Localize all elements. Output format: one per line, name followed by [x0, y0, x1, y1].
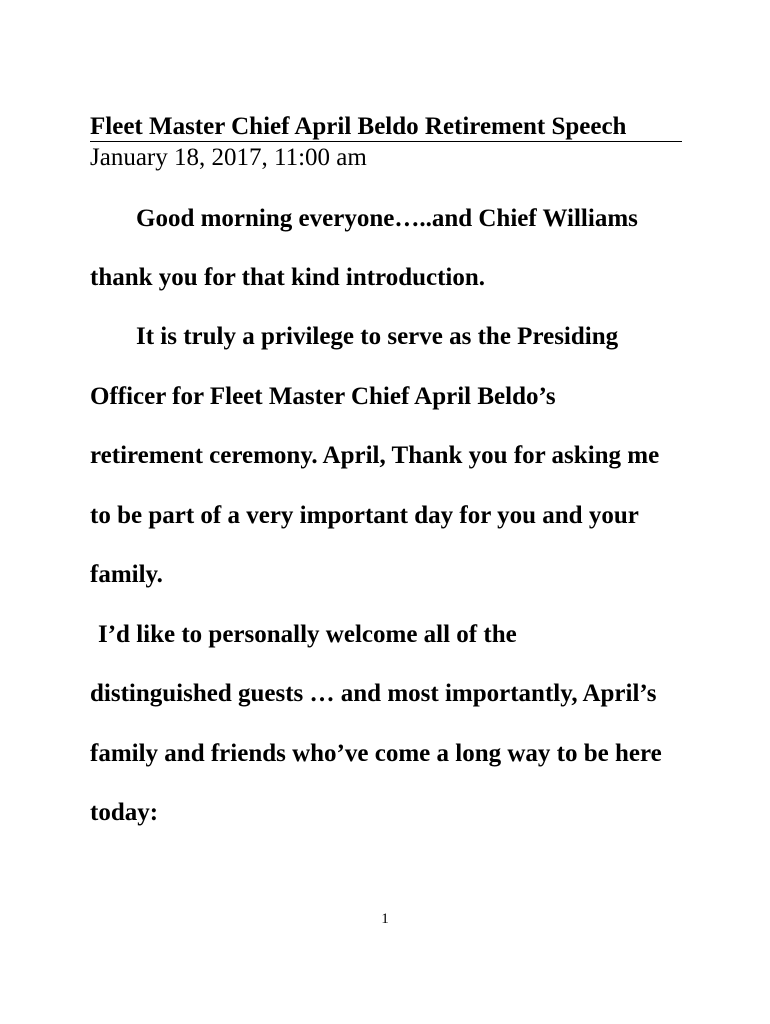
page-number: 1: [381, 911, 389, 927]
speech-line: today:: [90, 799, 159, 826]
speech-line: to be part of a very important day for you and your: [90, 502, 639, 529]
document-title: Fleet Master Chief April Beldo Retirement Speech: [90, 113, 627, 140]
document-date: January 18, 2017, 11:00 am: [90, 144, 367, 171]
header-block: [90, 112, 682, 174]
speech-line: family and friends who’ve come a long way to be here: [90, 740, 662, 767]
speech-line: thank you for that kind introduction.: [90, 264, 486, 291]
speech-line: distinguished guests … and most importantly, April’s: [90, 680, 657, 707]
speech-line: It is truly a privilege to serve as the Presiding: [136, 323, 619, 350]
speech-line: retirement ceremony. April, Thank you for asking me: [90, 442, 660, 469]
speech-line: I’d like to personally welcome all of the: [98, 621, 517, 648]
speech-line: family.: [90, 561, 163, 588]
speech-line: Good morning everyone…..and Chief Williams: [136, 205, 638, 232]
speech-line: Officer for Fleet Master Chief April Beldo’s: [90, 383, 556, 410]
